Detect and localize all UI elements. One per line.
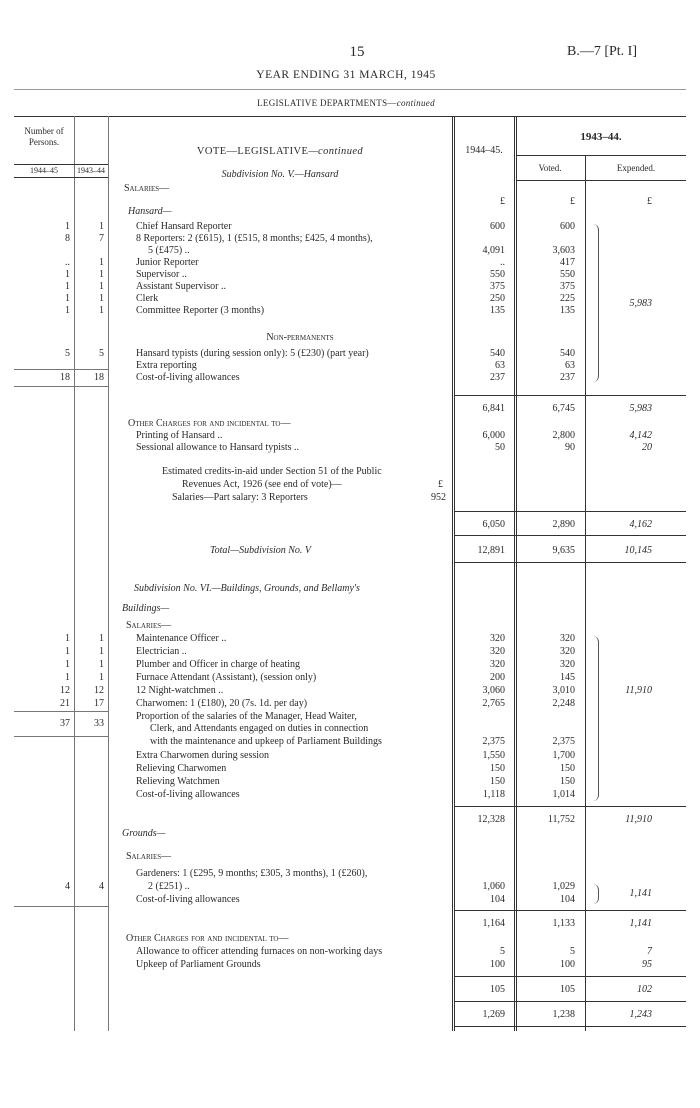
salaries-heading: Salaries— <box>126 851 172 862</box>
credits-line-3: Salaries—Part salary: 3 Reporters <box>172 492 308 503</box>
line-item-label: Chief Hansard Reporter <box>136 221 232 232</box>
persons-count-1943-44: 1 <box>99 293 104 304</box>
amount-1944-45: 50 <box>495 442 505 453</box>
expended-header: Expended. <box>616 163 656 173</box>
amount-1943-44-voted: 2,248 <box>552 698 575 709</box>
persons-count-1943-44: 1 <box>99 633 104 644</box>
persons-subheader-rule <box>14 177 108 178</box>
amount-1944-45: 1,550 <box>482 750 505 761</box>
amount-1943-44-voted: 375 <box>560 281 575 292</box>
col-divider-c3-left <box>585 155 586 1031</box>
amount-1943-44-voted: 1,238 <box>552 1009 575 1020</box>
persons-total-1943-44: 33 <box>94 718 104 729</box>
page-subtitle: LEGISLATIVE DEPARTMENTS—continued <box>257 98 435 108</box>
amount-1944-45: 4,091 <box>482 245 505 256</box>
amount-1943-44-voted: 105 <box>560 984 575 995</box>
pound-sign-c3: £ <box>647 196 652 207</box>
amount-1943-44-voted: 417 <box>560 257 575 268</box>
amount-1944-45: 12,328 <box>477 814 505 825</box>
persons-count-1943-44: 5 <box>99 348 104 359</box>
bracket-brace <box>592 224 599 382</box>
amount-1944-45: 320 <box>490 659 505 670</box>
amount-1943-44-voted: 320 <box>560 633 575 644</box>
amount-1944-45: 6,841 <box>482 403 505 414</box>
persons-count-1944-45: 1 <box>65 672 70 683</box>
amount-1944-45: 1,118 <box>482 789 505 800</box>
pound-sign-c1: £ <box>500 196 505 207</box>
proportion-line-3: with the maintenance and upkeep of Parliament Buildings <box>150 736 382 747</box>
persons-header-rule <box>14 164 108 165</box>
credits-amount: 952 <box>431 492 446 503</box>
line-item-label: Extra reporting <box>136 360 197 371</box>
bracket-brace <box>592 884 599 904</box>
vote-header: VOTE—LEGISLATIVE—continued <box>196 146 364 157</box>
amount-1944-45: 2,375 <box>482 736 505 747</box>
salaries-expended-total: 5,983 <box>629 298 652 309</box>
salaries-heading: Salaries— <box>124 183 170 194</box>
col-divider-persons <box>74 116 75 1031</box>
subtotal-rule <box>454 910 686 911</box>
line-item-label: Plumber and Officer in charge of heating <box>136 659 301 670</box>
persons-count-1943-44: 17 <box>94 698 104 709</box>
persons-count-1943-44: 1 <box>99 221 104 232</box>
buildings-heading: Buildings— <box>122 603 170 614</box>
amount-1943-44-voted: 90 <box>565 442 575 453</box>
line-item-label: Clerk <box>136 293 159 304</box>
subtotal-rule <box>454 1001 686 1002</box>
gardeners-line-2: 2 (£251) .. <box>148 881 190 892</box>
line-item-label: Sessional allowance to Hansard typists .. <box>136 442 300 453</box>
persons-total-1944-45: 37 <box>60 718 70 729</box>
amount-1943-44-voted: 320 <box>560 659 575 670</box>
amount-1943-44-voted: 9,635 <box>552 545 575 556</box>
subdivision-5-heading: Subdivision No. V.—Hansard <box>221 169 339 180</box>
line-item-label: Hansard typists (during session only): 5 (£230) (part year) <box>136 348 369 359</box>
amount-1944-45: 100 <box>490 959 505 970</box>
persons-count-1943-44: 1 <box>99 257 104 268</box>
amount-1943-44-expended: 7 <box>647 946 652 957</box>
subtotal-rule <box>454 976 686 977</box>
amount-1944-45: 63 <box>495 360 505 371</box>
year2-header: 1943–44. <box>580 131 622 143</box>
line-item-label: Electrician .. <box>136 646 187 657</box>
amount-1943-44-voted: 225 <box>560 293 575 304</box>
other-charges-heading: Other Charges for and incidental to— <box>126 933 289 944</box>
persons-header: Number of Persons. <box>24 126 64 147</box>
amount-1943-44-voted: 3,603 <box>552 245 575 256</box>
persons-count-1943-44: 12 <box>94 685 104 696</box>
credits-line-1: Estimated credits-in-aid under Section 51 of the Public <box>162 466 382 477</box>
salaries-heading: Salaries— <box>126 620 172 631</box>
amount-1944-45: 150 <box>490 776 505 787</box>
amount-1943-44-voted: 1,014 <box>552 789 575 800</box>
subtotal-rule <box>454 395 686 396</box>
line-item-label: Cost-of-living allowances <box>136 789 240 800</box>
amount-1944-45: 104 <box>490 894 505 905</box>
proportion-line-2: Clerk, and Attendants engaged on duties in connection <box>150 723 369 734</box>
amount-1943-44-voted: 1,700 <box>552 750 575 761</box>
table-top-rule <box>14 116 686 117</box>
line-item-label: Cost-of-living allowances <box>136 894 240 905</box>
credits-pound: £ <box>438 479 443 490</box>
amount-1944-45: 2,765 <box>482 698 505 709</box>
persons-count-1943-44: 1 <box>99 281 104 292</box>
persons-count-1944-45: 21 <box>60 698 70 709</box>
amount-1944-45: 12,891 <box>477 545 505 556</box>
amount-1943-44-voted: 540 <box>560 348 575 359</box>
amount-1943-44-voted: 104 <box>560 894 575 905</box>
persons-count-1943-44: 1 <box>99 659 104 670</box>
amount-1943-44-voted: 150 <box>560 776 575 787</box>
amount-1943-44-voted: 2,890 <box>552 519 575 530</box>
persons-total-rule <box>14 736 108 737</box>
prior-year-subheader-rule <box>516 180 686 181</box>
amount-1943-44-voted: 6,745 <box>552 403 575 414</box>
amount-1943-44-voted: 63 <box>565 360 575 371</box>
persons-count-1943-44: 1 <box>99 672 104 683</box>
hansard-heading: Hansard— <box>128 206 172 217</box>
amount-1944-45: 540 <box>490 348 505 359</box>
line-item-label: 5 (£475) .. <box>148 245 190 256</box>
persons-count-1944-45: 1 <box>65 305 70 316</box>
persons-count-1943-44: 1 <box>99 305 104 316</box>
persons-count-1944-45: .. <box>65 257 70 268</box>
persons-year2-header: 1943–44 <box>77 166 105 175</box>
persons-count-1944-45: 1 <box>65 293 70 304</box>
persons-year1-header: 1944–45 <box>30 166 58 175</box>
total-rule <box>454 562 686 563</box>
amount-1944-45: .. <box>500 257 505 268</box>
page-title: YEAR ENDING 31 MARCH, 1945 <box>256 69 436 81</box>
amount-1943-44-expended: 1,243 <box>629 1009 652 1020</box>
credits-line-2: Revenues Act, 1926 (see end of vote)— <box>182 479 342 490</box>
amount-1944-45: 320 <box>490 646 505 657</box>
amount-1944-45: 135 <box>490 305 505 316</box>
subdivision-6-heading: Subdivision No. VI.—Buildings, Grounds, and Bellamy's <box>134 583 360 594</box>
amount-1943-44-expended: 20 <box>642 442 652 453</box>
amount-1943-44-voted: 237 <box>560 372 575 383</box>
persons-count-1944-45: 8 <box>65 233 70 244</box>
persons-count-1944-45: 4 <box>65 881 70 892</box>
persons-count-1943-44: 1 <box>99 646 104 657</box>
prior-year-header-rule <box>516 155 686 156</box>
amount-1944-45: 375 <box>490 281 505 292</box>
amount-1944-45: 5 <box>500 946 505 957</box>
page-number: 15 <box>349 44 365 60</box>
amount-1944-45: 550 <box>490 269 505 280</box>
amount-1943-44-expended: 1,141 <box>629 918 652 929</box>
year1-header: 1944–45. <box>465 145 503 156</box>
line-item-label: Extra Charwomen during session <box>136 750 270 761</box>
amount-1943-44-voted: 1,133 <box>552 918 575 929</box>
amount-1944-45: 237 <box>490 372 505 383</box>
line-item-label: Junior Reporter <box>136 257 199 268</box>
amount-1943-44-voted: 1,029 <box>552 881 575 892</box>
amount-1943-44-expended: 11,910 <box>625 814 652 825</box>
amount-1943-44-voted: 2,800 <box>552 430 575 441</box>
amount-1944-45: 3,060 <box>482 685 505 696</box>
amount-1943-44-voted: 135 <box>560 305 575 316</box>
amount-1943-44-expended: 4,162 <box>629 519 652 530</box>
amount-1943-44-voted: 3,010 <box>552 685 575 696</box>
persons-count-1943-44: 18 <box>94 372 104 383</box>
line-item-label: Cost-of-living allowances <box>136 372 240 383</box>
proportion-line-1: Proportion of the salaries of the Manager, Head Waiter, <box>136 711 357 722</box>
amount-1944-45: 1,269 <box>482 1009 505 1020</box>
persons-count-1944-45: 5 <box>65 348 70 359</box>
persons-count-1944-45: 18 <box>60 372 70 383</box>
persons-subtotal-rule <box>14 369 108 370</box>
persons-total-rule <box>14 906 108 907</box>
amount-1944-45: 200 <box>490 672 505 683</box>
amount-1943-44-expended: 10,145 <box>624 545 652 556</box>
persons-count-1943-44: 1 <box>99 269 104 280</box>
amount-1944-45: 6,050 <box>482 519 505 530</box>
grounds-expended-total: 1,141 <box>629 888 652 899</box>
persons-count-1944-45: 12 <box>60 685 70 696</box>
amount-1943-44-voted: 11,752 <box>547 814 575 825</box>
header-rule <box>14 89 686 90</box>
amount-1943-44-voted: 150 <box>560 763 575 774</box>
line-item-label: Upkeep of Parliament Grounds <box>136 959 261 970</box>
amount-1943-44-voted: 320 <box>560 646 575 657</box>
line-item-label: Supervisor .. <box>136 269 187 280</box>
line-item-label: Maintenance Officer .. <box>136 633 227 644</box>
amount-1943-44-expended: 4,142 <box>629 430 652 441</box>
amount-1943-44-voted: 550 <box>560 269 575 280</box>
col-divider-c1-left <box>452 116 453 1031</box>
persons-count-1944-45: 1 <box>65 281 70 292</box>
line-item-label: Allowance to officer attending furnaces on non-working days <box>136 946 383 957</box>
col-divider-c2-left-b <box>516 116 517 1031</box>
amount-1943-44-expended: 95 <box>642 959 652 970</box>
amount-1944-45: 320 <box>490 633 505 644</box>
col-divider-c1-left-b <box>454 116 455 1031</box>
amount-1944-45: 105 <box>490 984 505 995</box>
non-permanents-heading: Non-permanents <box>266 332 334 343</box>
line-item-label: Assistant Supervisor .. <box>136 281 226 292</box>
voted-header: Voted. <box>538 163 562 173</box>
amount-1944-45: 250 <box>490 293 505 304</box>
amount-1944-45: 150 <box>490 763 505 774</box>
amount-1943-44-voted: 600 <box>560 221 575 232</box>
col-divider-vote <box>108 116 109 1031</box>
amount-1943-44-expended: 5,983 <box>629 403 652 414</box>
subtotal-rule <box>454 511 686 512</box>
amount-1944-45: 600 <box>490 221 505 232</box>
persons-count-1944-45: 1 <box>65 221 70 232</box>
persons-count-1944-45: 1 <box>65 633 70 644</box>
line-item-label: Charwomen: 1 (£180), 20 (7s. 1d. per day) <box>136 698 308 709</box>
persons-count-1943-44: 7 <box>99 233 104 244</box>
grounds-heading: Grounds— <box>122 828 166 839</box>
persons-count-1944-45: 1 <box>65 269 70 280</box>
subtotal-rule <box>454 806 686 807</box>
line-item-label: Furnace Attendant (Assistant), (session only) <box>136 672 317 683</box>
line-item-label: Printing of Hansard .. <box>136 430 223 441</box>
amount-1943-44-voted: 145 <box>560 672 575 683</box>
line-item-label: Committee Reporter (3 months) <box>136 305 265 316</box>
amount-1944-45: 1,164 <box>482 918 505 929</box>
pound-sign-c2: £ <box>570 196 575 207</box>
persons-count-1944-45: 1 <box>65 659 70 670</box>
amount-1943-44-voted: 2,375 <box>552 736 575 747</box>
gardeners-line-1: Gardeners: 1 (£295, 9 months; £305, 3 months), 1 (£260), <box>136 868 368 879</box>
total-rule <box>454 1026 686 1027</box>
buildings-expended-total: 11,910 <box>625 685 652 696</box>
col-divider-c2-left <box>514 116 515 1031</box>
persons-count-1943-44: 4 <box>99 881 104 892</box>
persons-subtotal-rule <box>14 711 108 712</box>
other-charges-heading: Other Charges for and incidental to— <box>128 418 291 429</box>
persons-total-rule <box>14 386 108 387</box>
line-item-label: Relieving Watchmen <box>136 776 220 787</box>
amount-1943-44-expended: 102 <box>637 984 652 995</box>
line-item-label: Relieving Charwomen <box>136 763 227 774</box>
amount-1943-44-voted: 5 <box>570 946 575 957</box>
subdivision-5-total-label: Total—Subdivision No. V <box>210 545 312 556</box>
line-item-label: 12 Night-watchmen .. <box>136 685 224 696</box>
amount-1944-45: 1,060 <box>482 881 505 892</box>
bracket-brace <box>592 636 599 801</box>
persons-count-1944-45: 1 <box>65 646 70 657</box>
line-item-label: 8 Reporters: 2 (£615), 1 (£515, 8 months; £425, 4 months), <box>136 233 373 244</box>
amount-1943-44-voted: 100 <box>560 959 575 970</box>
subtotal-rule <box>454 535 686 536</box>
amount-1944-45: 6,000 <box>482 430 505 441</box>
document-reference: B.—7 [Pt. I] <box>567 44 637 59</box>
